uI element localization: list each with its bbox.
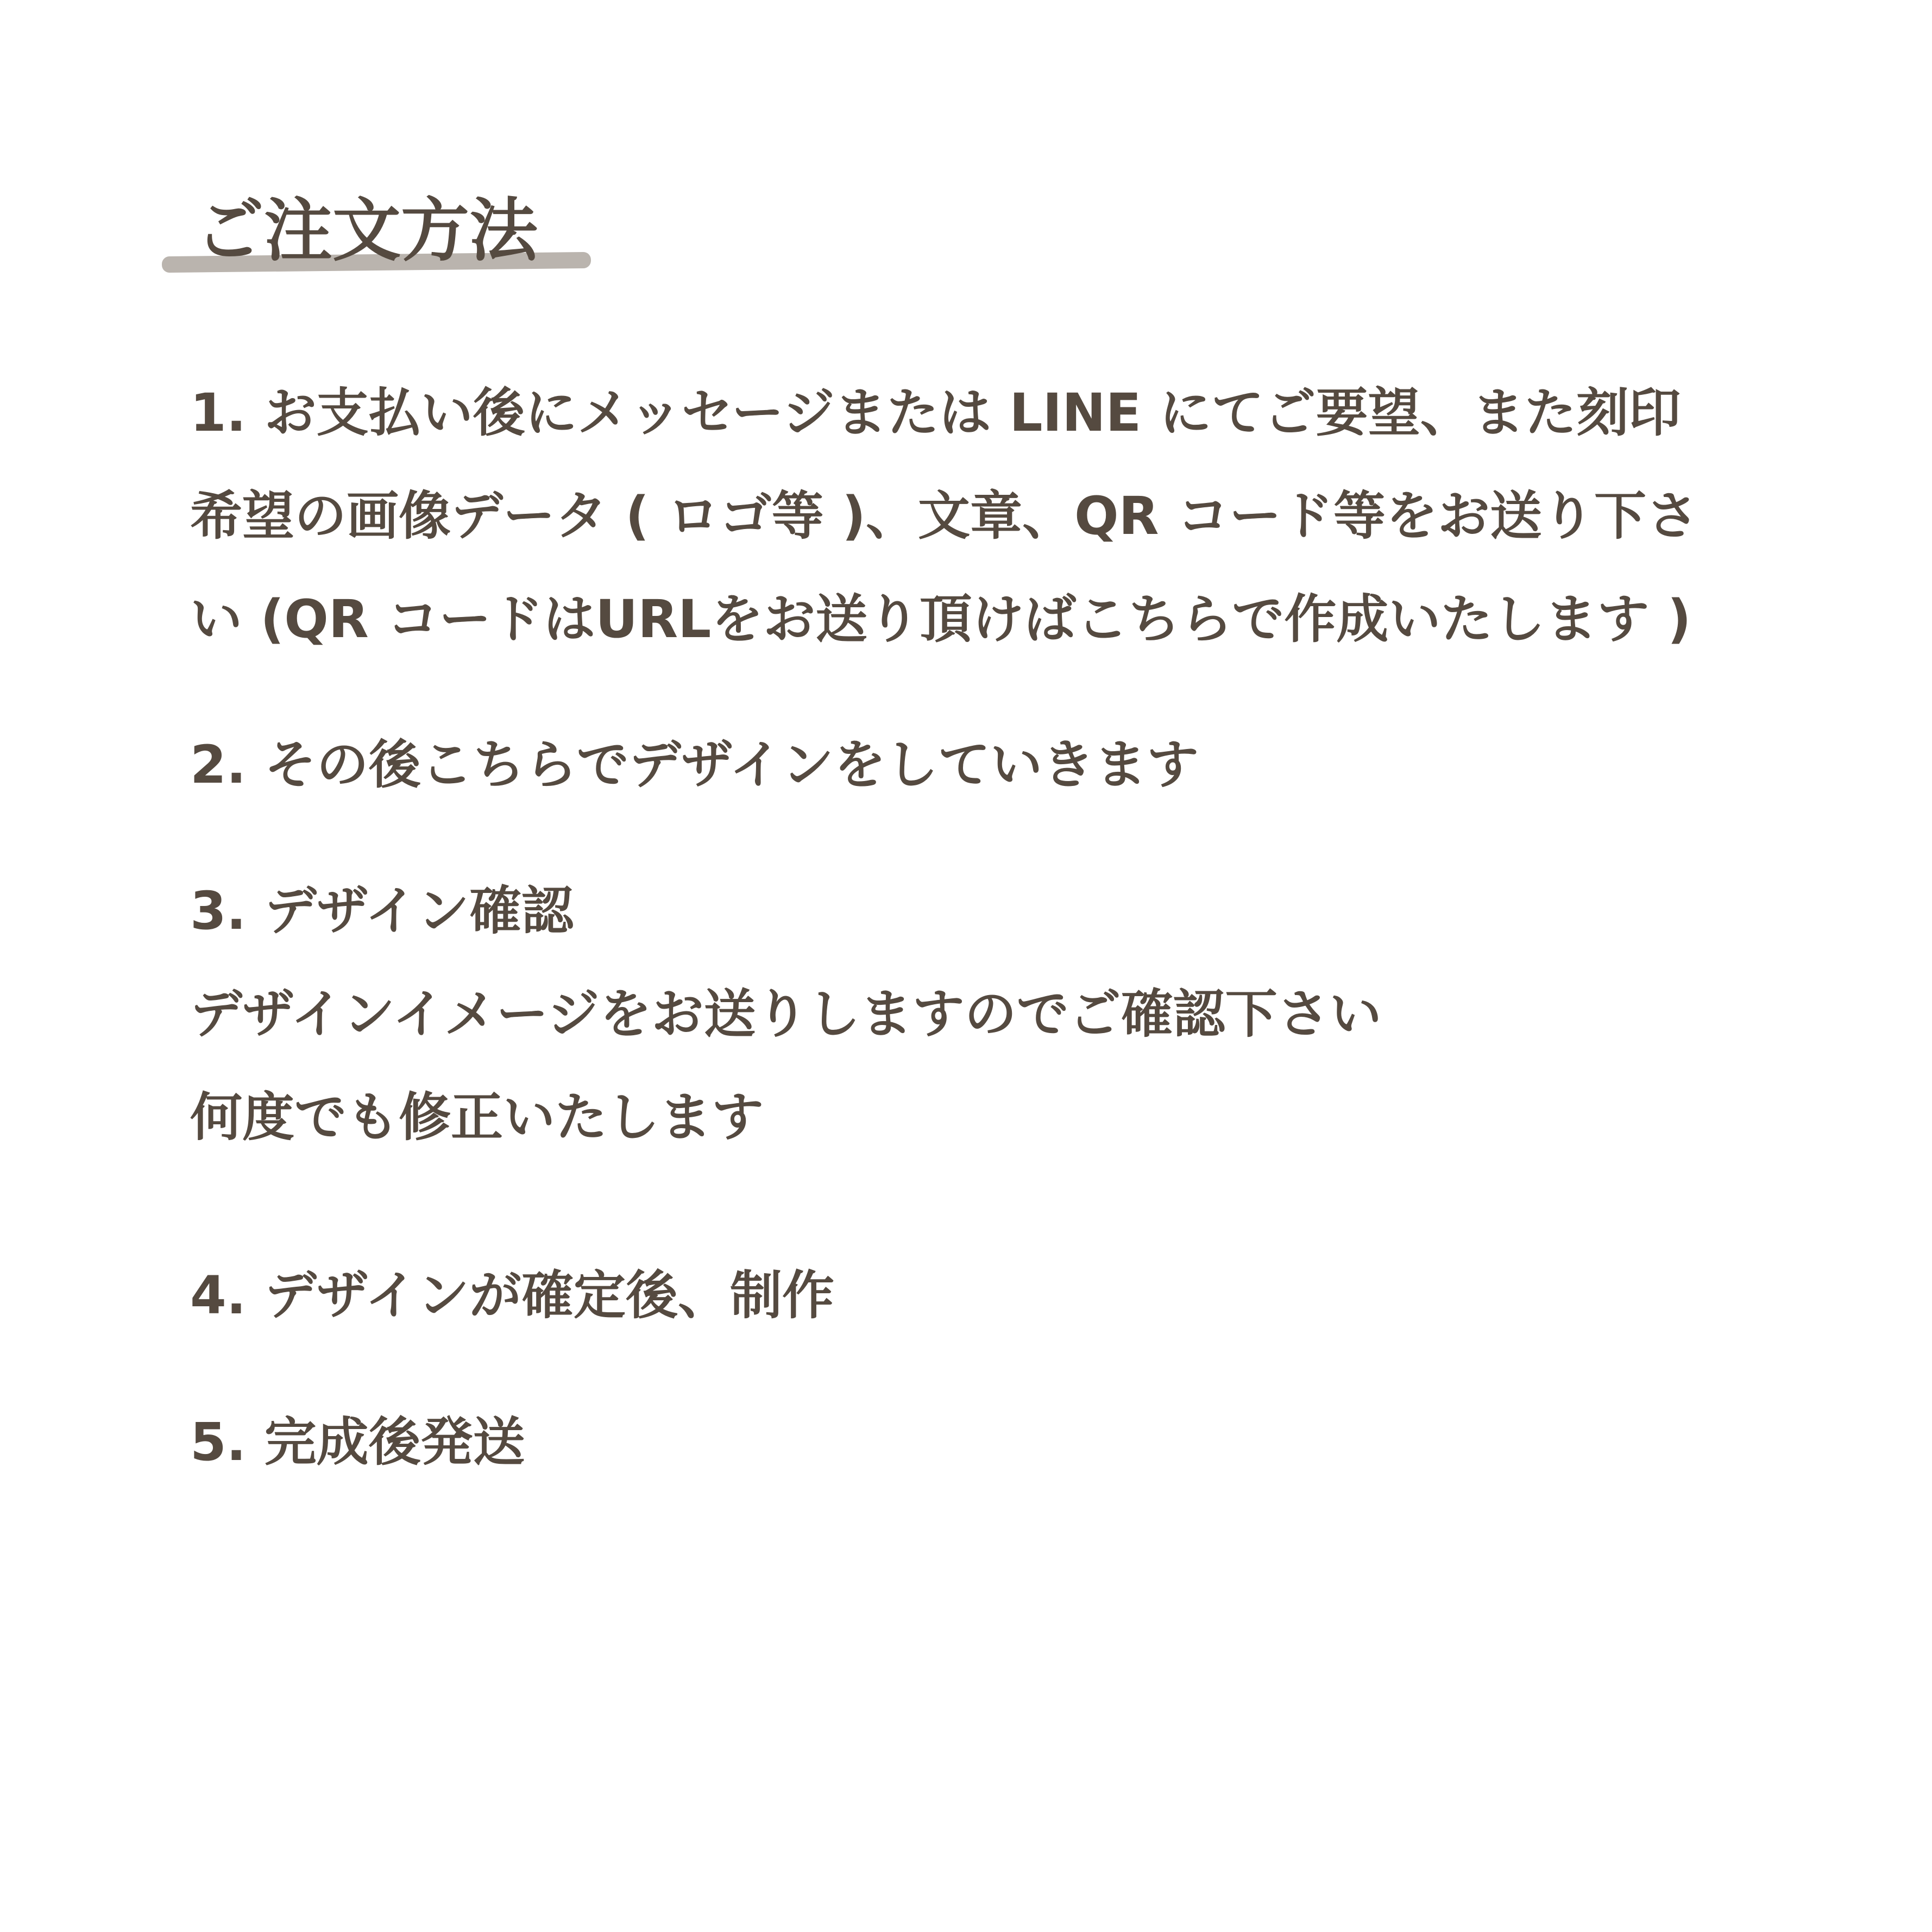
step-4-line-1: 4. デザインが確定後、制作 (190, 1265, 834, 1326)
step-1-line-3: い (QR コードはURLをお送り頂けばこちらで作成いたします ) (190, 589, 1691, 650)
step-3-line-2: デザインイメージをお送りしますのでご確認下さい (190, 984, 1382, 1044)
step-3-line-3: 何度でも修正いたします (190, 1087, 764, 1148)
step-1-line-2: 希望の画像データ ( ロゴ等 )、文章、QR コード等をお送り下さ (190, 486, 1698, 546)
step-3-line-1: 3. デザイン確認 (190, 880, 574, 941)
step-2-line-1: 2. その後こちらでデザインをしていきます (190, 734, 1199, 795)
page-title: ご注文方法 (196, 191, 538, 270)
step-1-line-1: 1. お支払い後にメッセージまたは LINE にてご要望、また刻印 (190, 382, 1681, 443)
step-5-line-1: 5. 完成後発送 (190, 1412, 525, 1472)
heading-block (162, 190, 596, 282)
